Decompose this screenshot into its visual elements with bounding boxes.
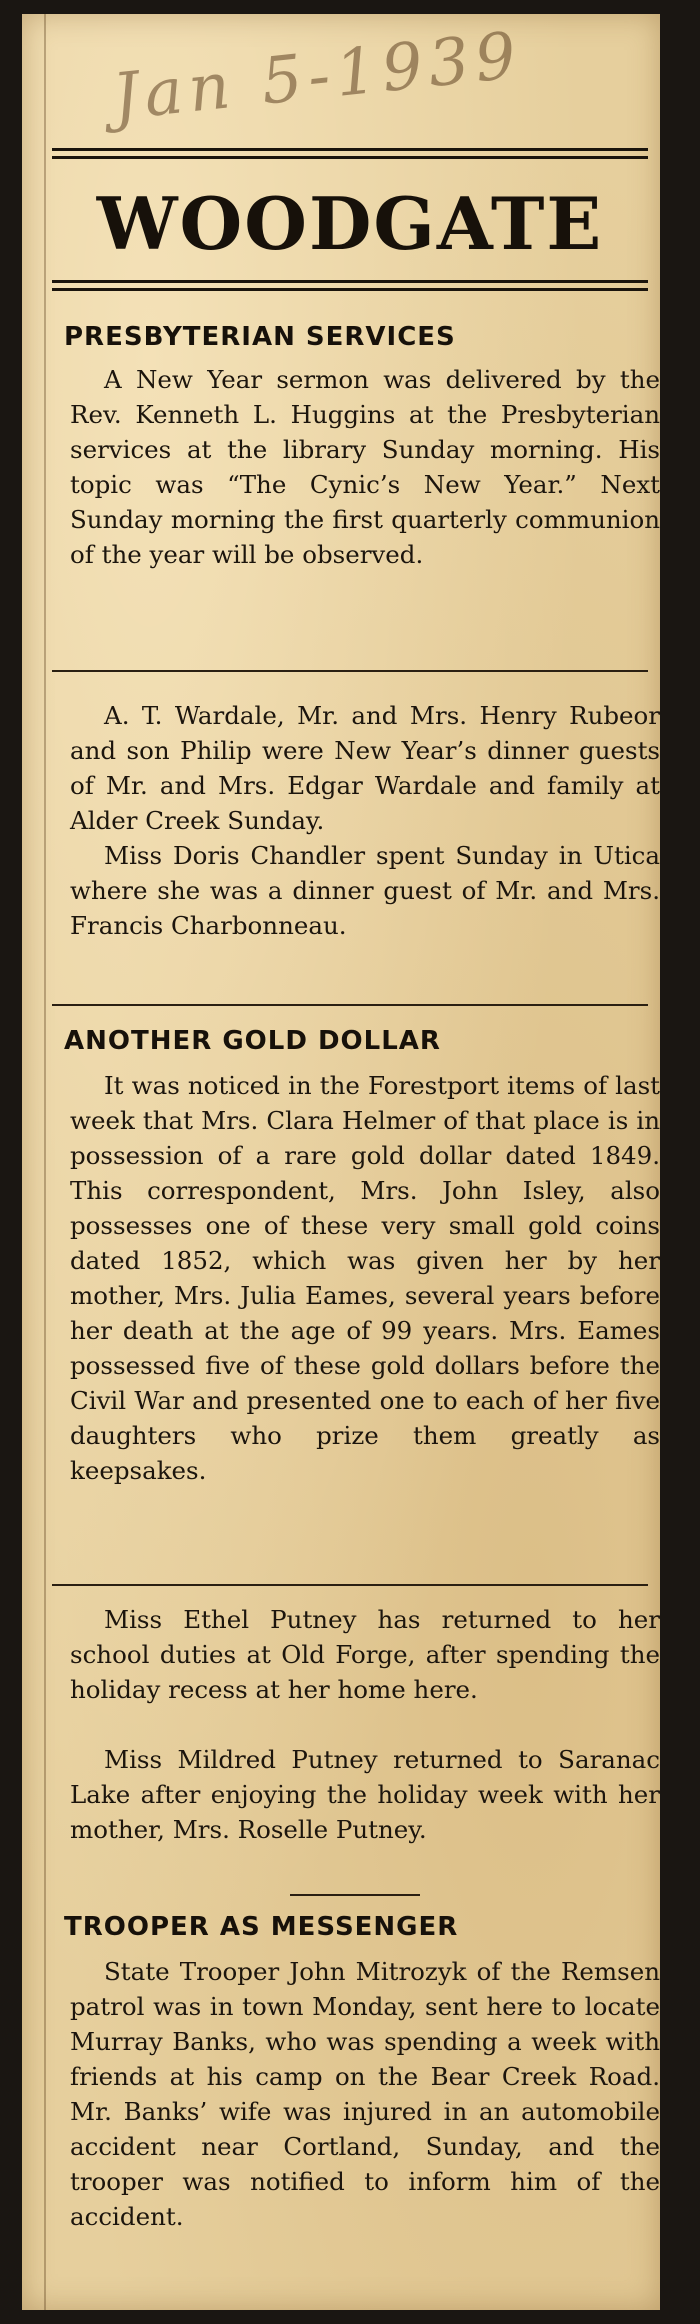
article-paragraph: It was noticed in the Forestport items of last week that Mrs. Clara Helmer of that place is in possession of a rare gold dollar dated 1849. This correspondent, Mrs. John Isley, also possesses one of these very small gold coins dated 1852, which was given her by her mother, Mrs. Julia Eames, several years before her death at the age of 99 years. Mrs. Eames possessed five of these gold dollars before the Civil War and presented one to each of her five daughters who prize them greatly as keepsakes. bbox=[70, 1071, 660, 1485]
headline-presbyterian-services: PRESBYTERIAN SERVICES bbox=[64, 322, 456, 352]
headline-another-gold-dollar: ANOTHER GOLD DOLLAR bbox=[64, 1026, 441, 1056]
masthead: WOODGATE bbox=[96, 181, 604, 266]
section-divider bbox=[52, 1584, 648, 1586]
short-divider bbox=[290, 1894, 420, 1896]
article-paragraph: Miss Mildred Putney returned to Saranac Lake after enjoying the holiday week with her mother, Mrs. Roselle Putney. bbox=[70, 1745, 660, 1844]
headline-trooper-as-messenger: TROOPER AS MESSENGER bbox=[64, 1912, 459, 1942]
newspaper-clipping bbox=[22, 14, 660, 2310]
masthead-rule-bottom bbox=[52, 280, 648, 291]
article-paragraph: Miss Doris Chandler spent Sunday in Utica where she was a dinner guest of Mr. and Mrs. Francis Charbonneau. bbox=[70, 841, 660, 940]
masthead-rule-top bbox=[52, 148, 648, 159]
article-paragraph: Miss Ethel Putney has returned to her school duties at Old Forge, after spending the holiday recess at her home here. bbox=[70, 1605, 660, 1704]
fold-crease bbox=[44, 14, 46, 2310]
handwritten-date: Jan 5-1939 bbox=[109, 18, 526, 136]
article-paragraph: State Trooper John Mitrozyk of the Remsen patrol was in town Monday, sent here to locate Murray Banks, who was spending a week with friends at his camp on the Bear Creek Road. Mr. Banks’ wife was injured in an automobile accident near Cortland, Sunday, and the trooper was notified to inform him of the accident. bbox=[70, 1957, 660, 2231]
section-divider bbox=[52, 670, 648, 672]
section-divider bbox=[52, 1004, 648, 1006]
article-paragraph: A. T. Wardale, Mr. and Mrs. Henry Rubeor and son Philip were New Year’s dinner guests of Mr. and Mrs. Edgar Wardale and family at Alder Creek Sunday. bbox=[70, 701, 660, 835]
article-paragraph: A New Year sermon was delivered by the Rev. Kenneth L. Huggins at the Presbyterian services at the library Sunday morning. His topic was “The Cynic’s New Year.” Next Sunday morning the first quarterly communion of the year will be observed. bbox=[70, 365, 660, 569]
